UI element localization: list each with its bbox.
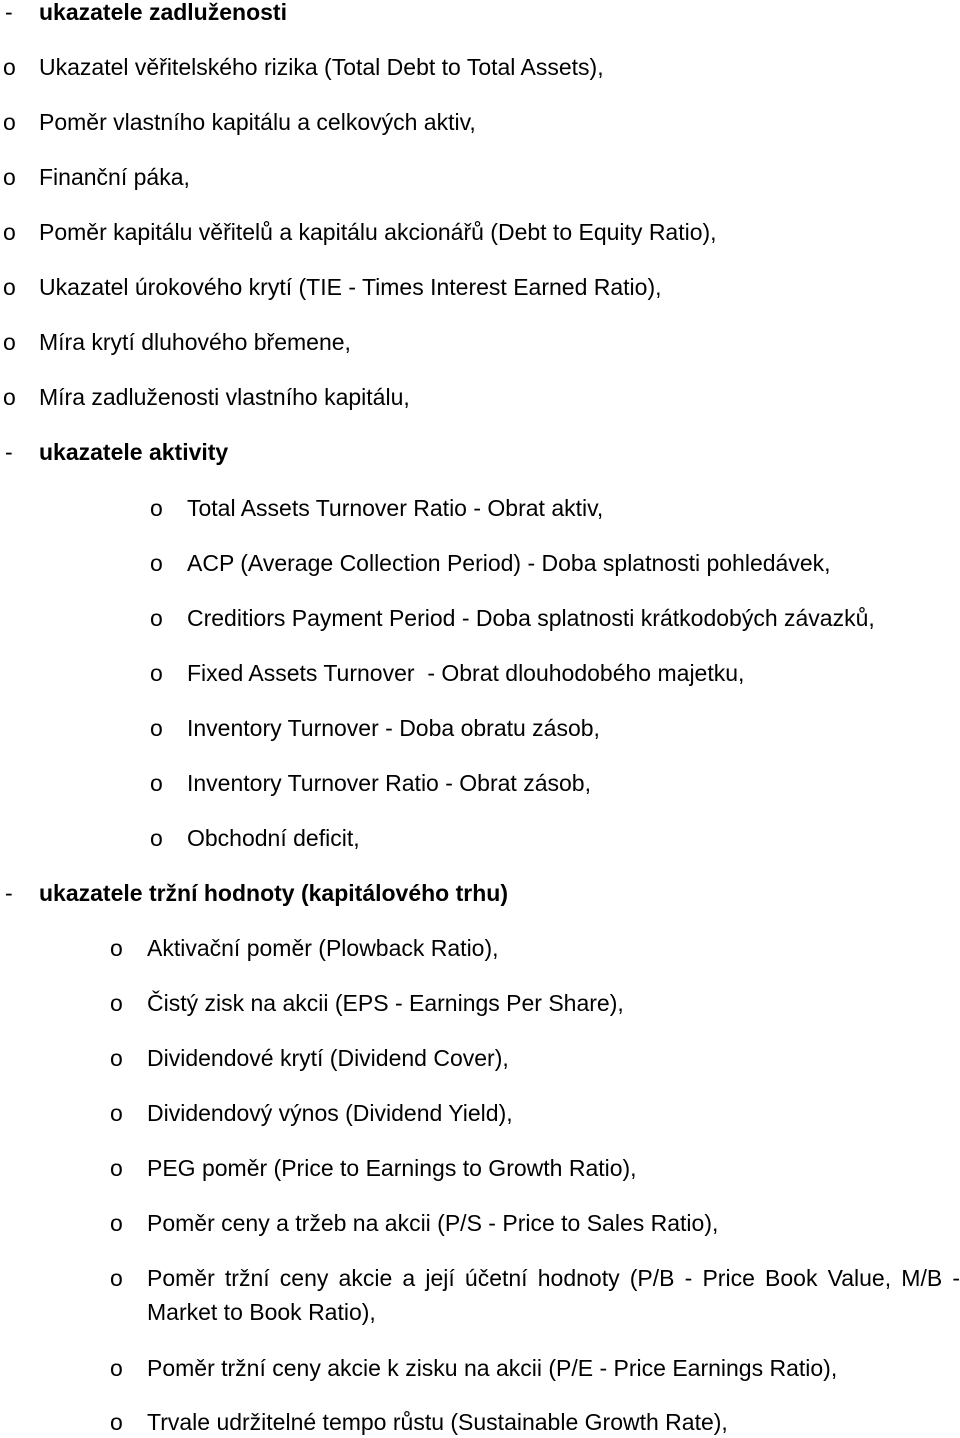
bullet-marker: o bbox=[3, 274, 16, 300]
list-item-text: Poměr tržní ceny akcie a její účetní hodnoty (P/B - Price Book Value, M/B - Market to Book Ratio), bbox=[147, 1265, 960, 1325]
dash-marker: - bbox=[5, 0, 13, 25]
bullet-marker: o bbox=[110, 1265, 123, 1291]
bullet-marker: o bbox=[110, 1355, 123, 1381]
list-item-text: Finanční páka, bbox=[39, 164, 190, 190]
bullet-marker: o bbox=[3, 384, 16, 410]
bullet-marker: o bbox=[150, 495, 163, 521]
bullet-marker: o bbox=[150, 715, 163, 741]
list-item-text: ACP (Average Collection Period) - Doba splatnosti pohledávek, bbox=[187, 550, 831, 576]
section-title: ukazatele tržní hodnoty (kapitálového trhu) bbox=[39, 880, 508, 906]
list-item-text: Inventory Turnover Ratio - Obrat zásob, bbox=[187, 770, 591, 796]
list-item-text: Poměr vlastního kapitálu a celkových aktiv, bbox=[39, 109, 476, 135]
list-item-text: Inventory Turnover - Doba obratu zásob, bbox=[187, 715, 600, 741]
list-item-text: Dividendový výnos (Dividend Yield), bbox=[147, 1100, 513, 1126]
bullet-marker: o bbox=[110, 935, 123, 961]
bullet-marker: o bbox=[110, 1409, 123, 1435]
bullet-marker: o bbox=[3, 329, 16, 355]
list-item-text: PEG poměr (Price to Earnings to Growth Ratio), bbox=[147, 1155, 637, 1181]
list-item-text: Trvale udržitelné tempo růstu (Sustainable Growth Rate), bbox=[147, 1409, 728, 1435]
list-item-text: Poměr tržní ceny akcie k zisku na akcii (P/E - Price Earnings Ratio), bbox=[147, 1355, 838, 1381]
bullet-marker: o bbox=[3, 164, 16, 190]
bullet-marker: o bbox=[110, 1100, 123, 1126]
bullet-marker: o bbox=[3, 109, 16, 135]
bullet-marker: o bbox=[150, 770, 163, 796]
bullet-marker: o bbox=[150, 825, 163, 851]
list-item-text: Ukazatel věřitelského rizika (Total Debt to Total Assets), bbox=[39, 54, 604, 80]
list-item-text: Dividendové krytí (Dividend Cover), bbox=[147, 1045, 509, 1071]
list-item-text: Total Assets Turnover Ratio - Obrat aktiv, bbox=[187, 495, 604, 521]
bullet-marker: o bbox=[3, 54, 16, 80]
bullet-marker: o bbox=[150, 550, 163, 576]
section-title: ukazatele zadluženosti bbox=[39, 0, 287, 25]
list-item-text: Poměr ceny a tržeb na akcii (P/S - Price to Sales Ratio), bbox=[147, 1210, 719, 1236]
list-item-text: Ukazatel úrokového krytí (TIE - Times Interest Earned Ratio), bbox=[39, 274, 662, 300]
section-title: ukazatele aktivity bbox=[39, 439, 229, 465]
bullet-marker: o bbox=[110, 1210, 123, 1236]
list-item-text: Čistý zisk na akcii (EPS - Earnings Per Share), bbox=[147, 990, 624, 1016]
bullet-marker: o bbox=[150, 660, 163, 686]
dash-marker: - bbox=[5, 880, 13, 906]
list-item-text: Fixed Assets Turnover - Obrat dlouhodobého majetku, bbox=[187, 660, 745, 686]
bullet-marker: o bbox=[110, 1045, 123, 1071]
list-item-text: Aktivační poměr (Plowback Ratio), bbox=[147, 935, 499, 961]
list-item-text: Creditiors Payment Period - Doba splatnosti krátkodobých závazků, bbox=[187, 605, 875, 631]
list-item-text: Poměr kapitálu věřitelů a kapitálu akcionářů (Debt to Equity Ratio), bbox=[39, 219, 717, 245]
bullet-marker: o bbox=[150, 605, 163, 631]
bullet-marker: o bbox=[110, 1155, 123, 1181]
bullet-marker: o bbox=[110, 990, 123, 1016]
dash-marker: - bbox=[5, 439, 13, 465]
bullet-marker: o bbox=[3, 219, 16, 245]
list-item-text: Obchodní deficit, bbox=[187, 825, 360, 851]
list-item-text: Míra krytí dluhového břemene, bbox=[39, 329, 351, 355]
list-item-text: Míra zadluženosti vlastního kapitálu, bbox=[39, 384, 410, 410]
